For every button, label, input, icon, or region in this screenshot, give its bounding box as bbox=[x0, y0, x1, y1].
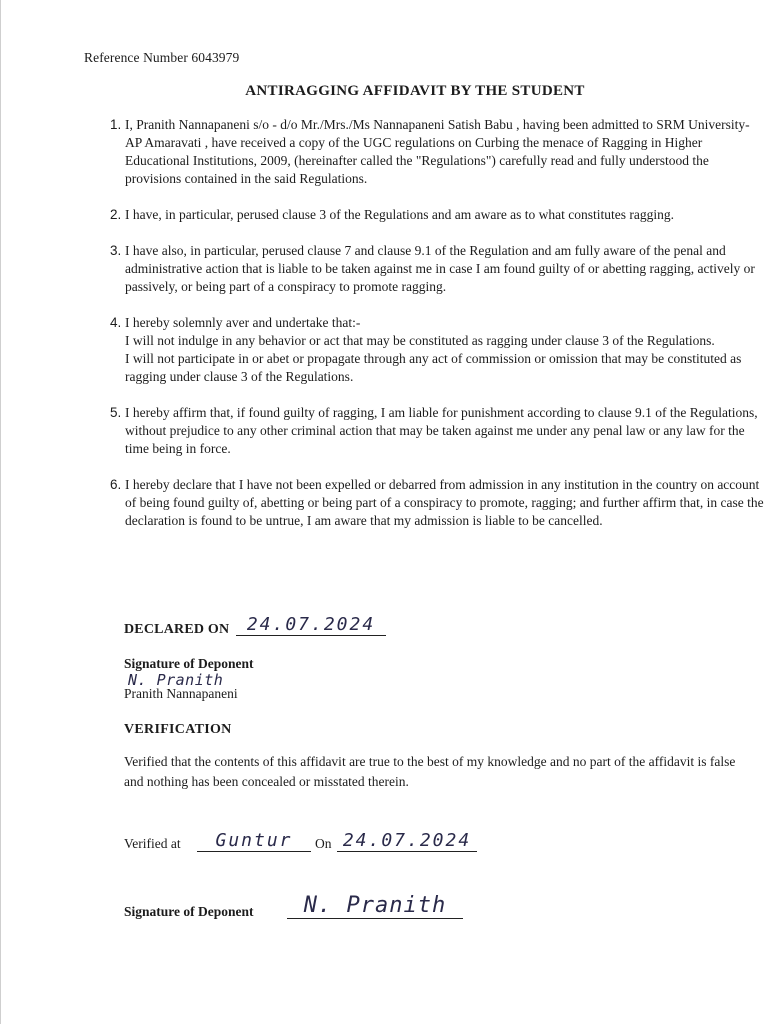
clause-list bbox=[101, 116, 765, 530]
clause-item bbox=[125, 116, 765, 188]
final-handwritten-signature: N. Pranith bbox=[287, 893, 463, 919]
clause-item bbox=[125, 206, 765, 224]
undertaking-text: I will not indulge in any behavior or act that may be constituted as ragging under clause 3 of the Regulations. bbox=[125, 333, 715, 348]
document-title: ANTIRAGGING AFFIDAVIT BY THE STUDENT bbox=[245, 83, 585, 99]
on-label: On bbox=[315, 836, 332, 851]
clause-item bbox=[125, 404, 765, 458]
verified-date: 24.07.2024 bbox=[337, 830, 477, 852]
clause-text: I have, in particular, perused clause 3 of the Regulations and am aware as to what constitutes ragging. bbox=[125, 207, 675, 222]
verification-heading: VERIFICATION bbox=[124, 722, 232, 737]
deponent-name: Pranith Nannapaneni bbox=[124, 686, 238, 701]
handwritten-signature: N. Pranith bbox=[128, 671, 224, 689]
reference-number: Reference Number 6043979 bbox=[84, 50, 240, 65]
clause-text: I have also, in particular, perused clause 7 and clause 9.1 of the Regulation and am fully aware of the penal and administrative action that is liable to be taken against me in case I am found guilty of or abetting ragging, actively or passively, or being part of a conspiracy to promote ragging. bbox=[125, 243, 755, 294]
clause-item bbox=[125, 314, 765, 386]
verification-text: Verified that the contents of this affidavit are true to the best of my knowledge and no part of the affidavit is false and nothing has been concealed or misstated therein. bbox=[124, 754, 736, 789]
verified-at-label: Verified at bbox=[124, 836, 181, 851]
signature-label: Signature of Deponent bbox=[124, 656, 254, 671]
final-signature-label: Signature of Deponent bbox=[124, 904, 254, 919]
declared-on-label: DECLARED ON bbox=[124, 622, 230, 637]
verified-place: Guntur bbox=[197, 830, 311, 852]
clause-text: I hereby affirm that, if found guilty of ragging, I am liable for punishment according to clause 9.1 of the Regulations, without prejudice to any other criminal action that may be taken against me under any penal law or any law for the time being in force. bbox=[125, 405, 758, 456]
clause-item bbox=[125, 476, 765, 530]
clause-text: I, Pranith Nannapaneni s/o - d/o Mr./Mrs./Ms Nannapaneni Satish Babu , having been admitted to SRM University-AP Amaravati , have received a copy of the UGC regulations on Curbing the menace of Ragging in Higher Educational Institutions, 2009, (hereinafter called the "Regulations") carefully read and fully understood the provisions contained in the said Regulations. bbox=[125, 117, 750, 186]
declared-date: 24.07.2024 bbox=[236, 614, 386, 636]
clause-item bbox=[125, 242, 765, 296]
undertaking-text: I will not participate in or abet or propagate through any act of commission or omission that may be constituted as ragging under clause 3 of the Regulations. bbox=[125, 351, 742, 384]
clause-text: I hereby declare that I have not been expelled or debarred from admission in any institution in the country on account of being found guilty of, abetting or being part of a conspiracy to promote, ragging; and further affirm that, in case the declaration is found to be untrue, I am aware that my admission is liable to be cancelled. bbox=[125, 477, 764, 528]
clause-text: 4. I hereby solemnly aver and undertake that:- bbox=[125, 315, 361, 330]
